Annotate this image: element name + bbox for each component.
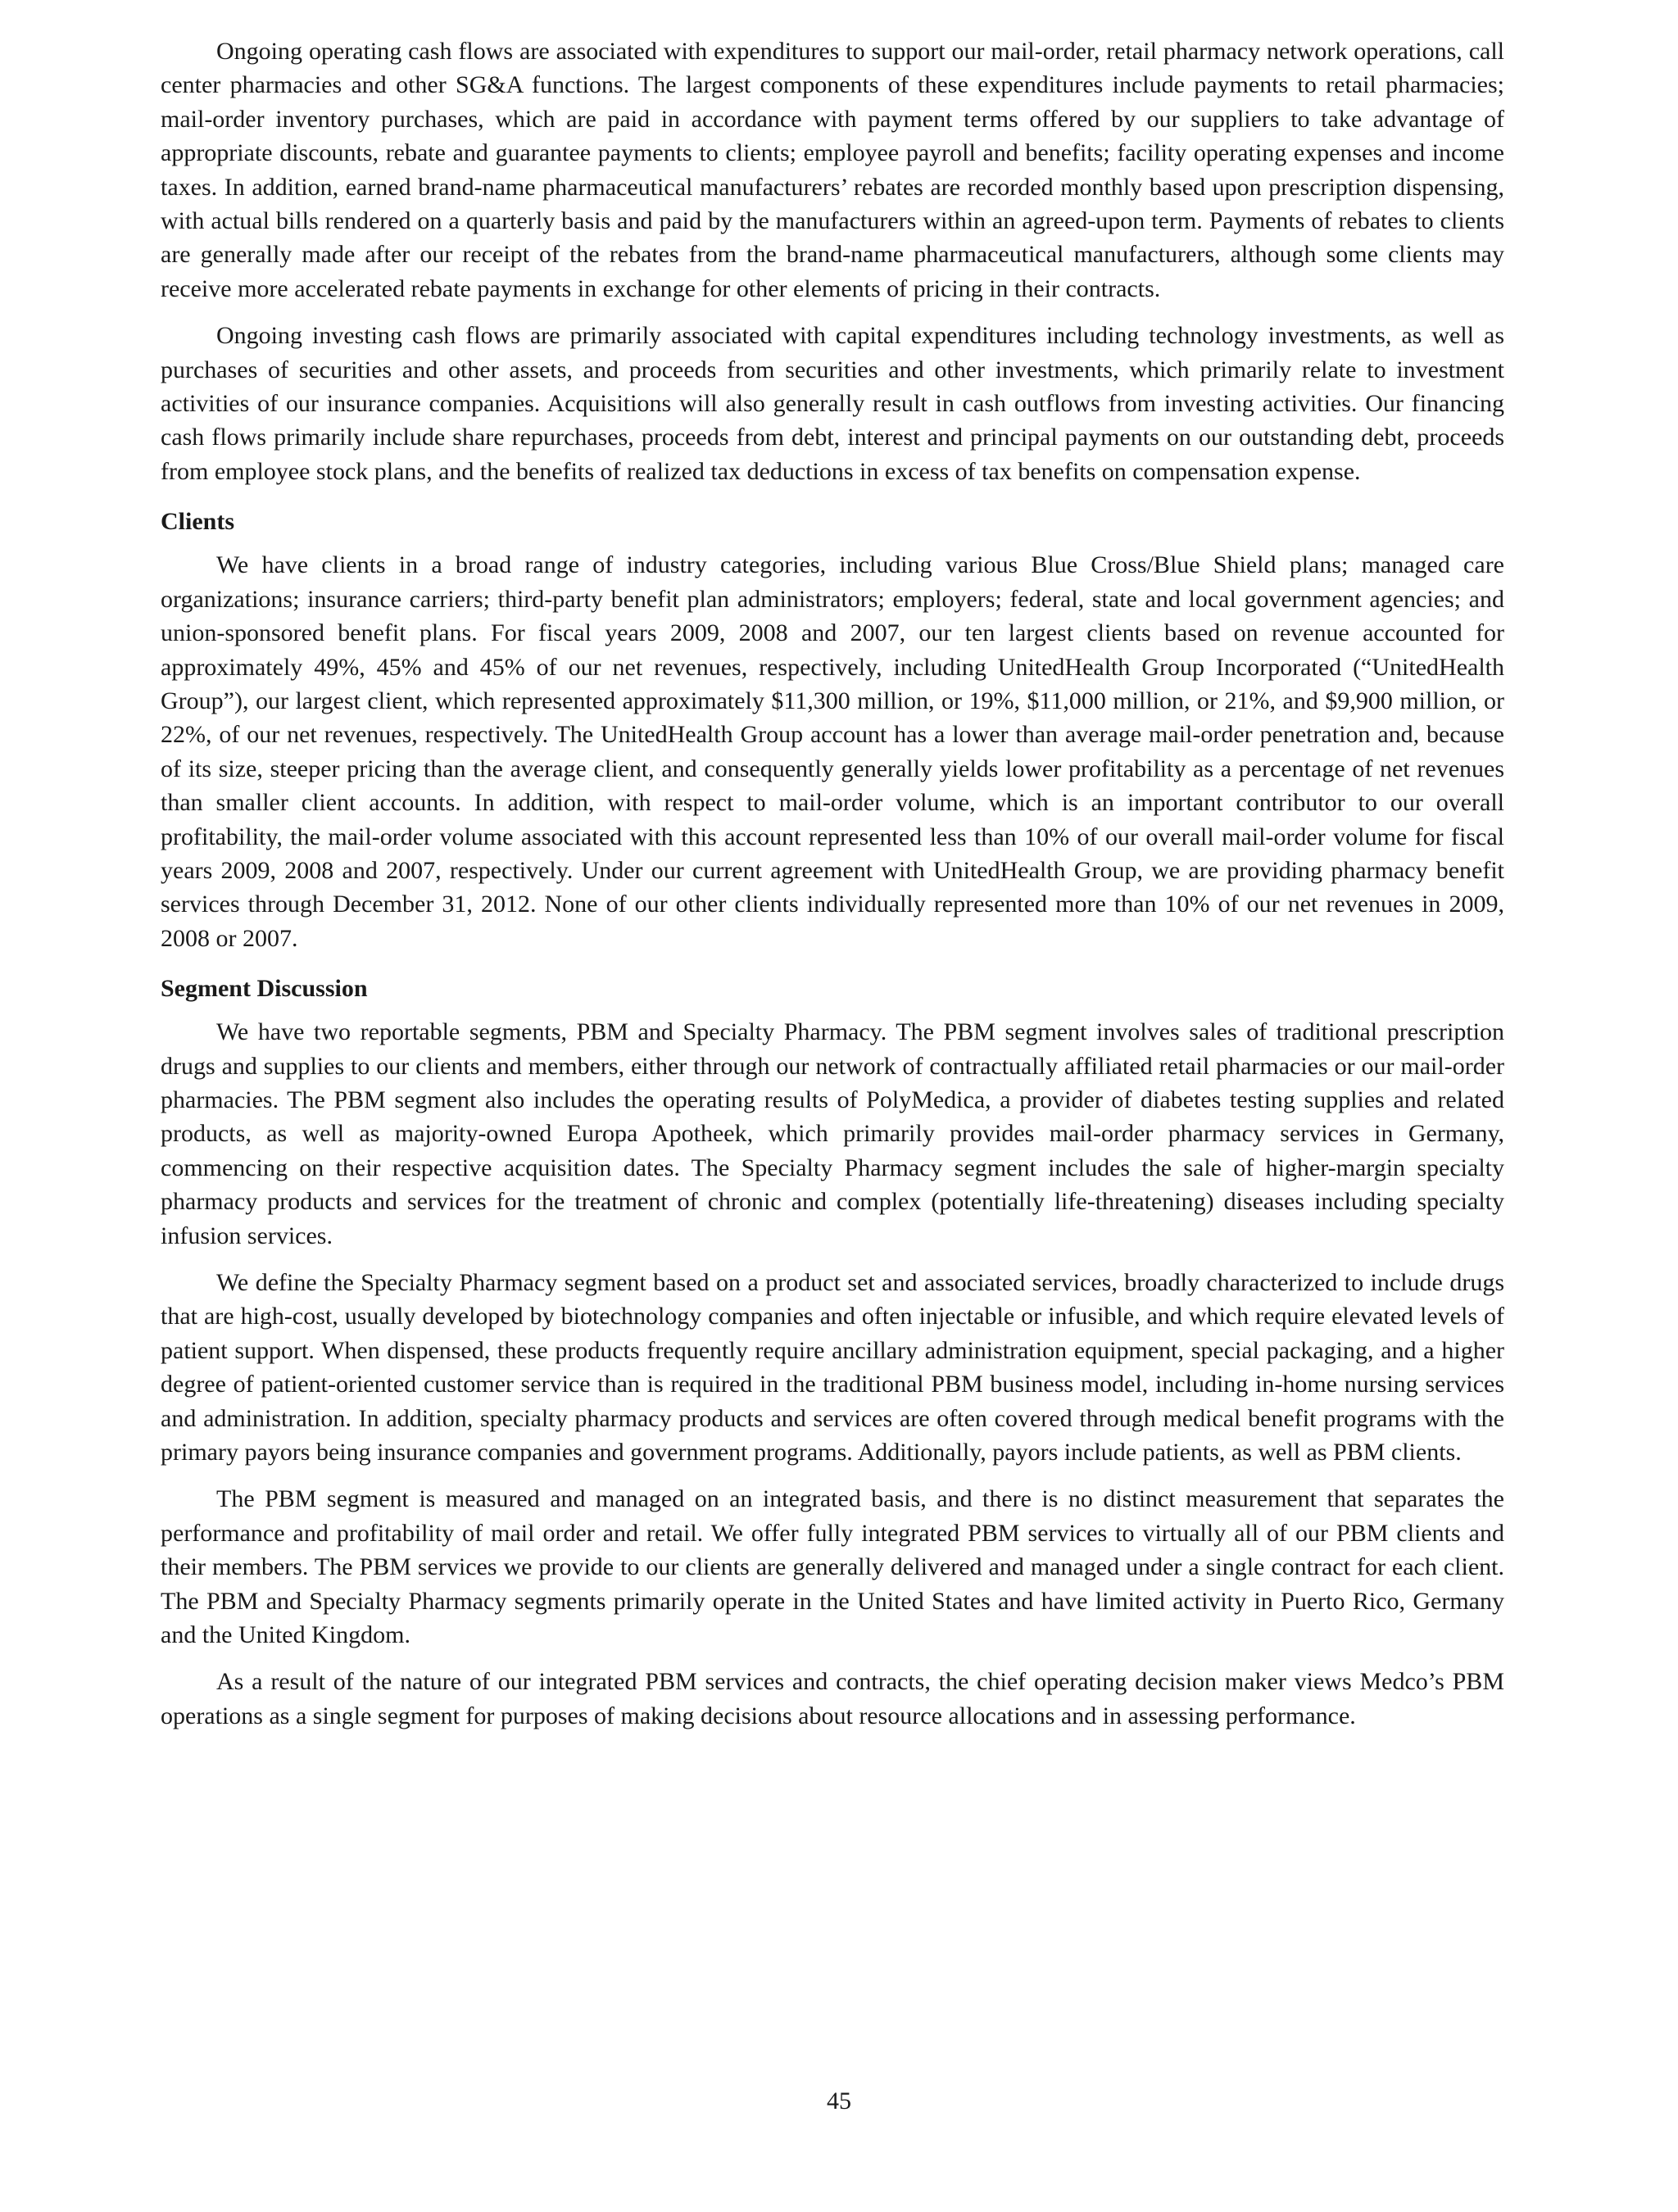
paragraph-pbm-integrated-basis: The PBM segment is measured and managed on an integrated basis, and there is no distinct measurement that separates the performance and profitability of mail order and retail. We offer fully integrated PBM services to virtually all of our PBM clients and their members. The PBM services we provide to our clients are generally delivered and managed under a single contract for each client. The PBM and Specialty Pharmacy segments primarily operate in the United States and have limited activity in Puerto Rico, Germany and the United Kingdom. (161, 1485, 1504, 1649)
page-number: 45 (827, 2087, 851, 2115)
paragraph-investing-cash-flows: Ongoing investing cash flows are primarily associated with capital expenditures including technology investments, as well as purchases of securities and other assets, and proceeds from securities and other investments, which primarily relate to investment activities of our insurance companies. Acquisitions will also generally result in cash outflows from investing activities. Our financing cash flows primarily include share repurchases, proceeds from debt, interest and principal payments on our outstanding debt, proceeds from employee stock plans, and the benefits of realized tax deductions in excess of tax benefits on compensation expense. (161, 322, 1504, 485)
paragraph-reportable-segments: We have two reportable segments, PBM and Specialty Pharmacy. The PBM segment involves sales of traditional prescription drugs and supplies to our clients and members, either through our network of contractually affiliated retail pharmacies or our mail-order pharmacies. The PBM segment also includes the operating results of PolyMedica, a provider of diabetes testing supplies and related products, as well as majority-owned Europa Apotheek, which primarily provides mail-order pharmacy services in Germany, commencing on their respective acquisition dates. The Specialty Pharmacy segment includes the sale of higher-margin specialty pharmacy products and services for the treatment of chronic and complex (potentially life-threatening) diseases including specialty infusion services. (161, 1018, 1504, 1249)
heading-clients: Clients (161, 508, 234, 536)
heading-segment-discussion: Segment Discussion (161, 975, 368, 1003)
paragraph-clients: We have clients in a broad range of industry categories, including various Blue Cross/Blue Shield plans; managed care organizations; insurance carriers; third-party benefit plan administrators; employers; federal, state and local government agencies; and union-sponsored benefit plans. For fiscal years 2009, 2008 and 2007, our ten largest clients based on revenue accounted for approximately 49%, 45% and 45% of our net revenues, respectively, including UnitedHealth Group Incorporated (“UnitedHealth Group”), our largest client, which represented approximately $11,300 million, or 19%, $11,000 million, or 21%, and $9,900 million, or 22%, of our net revenues, respectively. The UnitedHealth Group account has a lower than average mail-order penetration and, because of its size, steeper pricing than the average client, and consequently generally yields lower profitability as a percentage of net revenues than smaller client accounts. In addition, with respect to mail-order volume, which is an important contributor to our overall profitability, the mail-order volume associated with this account represented less than 10% of our overall mail-order volume for fiscal years 2009, 2008 and 2007, respectively. Under our current agreement with UnitedHealth Group, we are providing pharmacy benefit services through December 31, 2012. None of our other clients individually represented more than 10% of our net revenues in 2009, 2008 or 2007. (161, 551, 1504, 952)
paragraph-specialty-pharmacy-definition: We define the Specialty Pharmacy segment based on a product set and associated services, broadly characterized to include drugs that are high-cost, usually developed by biotechnology companies and often injectable or infusible, and which require elevated levels of patient support. When dispensed, these products frequently require ancillary administration equipment, special packaging, and a higher degree of patient-oriented customer service than is required in the traditional PBM business model, including in-home nursing services and administration. In addition, specialty pharmacy products and services are often covered through medical benefit programs with the primary payors being insurance companies and government programs. Additionally, payors include patients, as well as PBM clients. (161, 1269, 1504, 1466)
paragraph-operating-cash-flows: Ongoing operating cash flows are associated with expenditures to support our mail-order, retail pharmacy network operations, call center pharmacies and other SG&A functions. The largest components of these expenditures include payments to retail pharmacies; mail-order inventory purchases, which are paid in accordance with payment terms offered by our suppliers to take advantage of appropriate discounts, rebate and guarantee payments to clients; employee payroll and benefits; facility operating expenses and income taxes. In addition, earned brand-name pharmaceutical manufacturers’ rebates are recorded monthly based upon prescription dispensing, with actual bills rendered on a quarterly basis and paid by the manufacturers within an agreed-upon term. Payments of rebates to clients are generally made after our receipt of the rebates from the brand-name pharmaceutical manufacturers, although some clients may receive more accelerated rebate payments in exchange for other elements of pricing in their contracts. (161, 38, 1504, 302)
page-content (161, 34, 1504, 1746)
paragraph-chief-operating-decision-maker: As a result of the nature of our integrated PBM services and contracts, the chief operating decision maker views Medco’s PBM operations as a single segment for purposes of making decisions about resource allocations and in assessing performance. (161, 1668, 1504, 1729)
